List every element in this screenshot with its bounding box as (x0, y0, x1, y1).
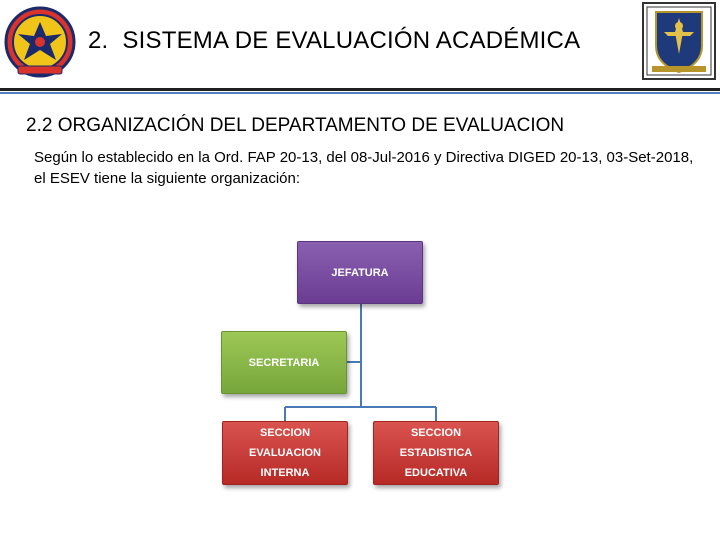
org-box-jefatura (297, 241, 423, 304)
org-box-secretaria (221, 331, 347, 394)
slide-number: 2. (88, 27, 109, 54)
org-box-seccion-estadistica (373, 421, 499, 485)
slide-title-text: SISTEMA DE EVALUACIÓN ACADÉMICA (122, 27, 581, 54)
org-label-estadistica-line3: EDUCATIVA (404, 467, 468, 479)
org-label-evaluacion-line1: SECCION (259, 427, 311, 439)
org-box-seccion-evaluacion (222, 421, 348, 485)
intro-paragraph: Según lo establecido en la Ord. FAP 20-13, del 08-Jul-2016 y Directiva DIGED 20-13, 03-Set-2018, el ESEV tiene la siguiente organización: (34, 149, 694, 187)
section-heading: 2.2 ORGANIZACIÓN DEL DEPARTAMENTO DE EVALUACION (26, 115, 565, 136)
org-label-estadistica-line1: SECCION (410, 427, 462, 439)
org-label-estadistica-line2: ESTADISTICA (399, 447, 473, 459)
org-label-jefatura: JEFATURA (331, 266, 389, 279)
org-label-evaluacion-line2: EVALUACION (249, 447, 321, 459)
org-label-secretaria: SECRETARIA (248, 356, 320, 369)
org-label-evaluacion-line3: INTERNA (260, 467, 310, 479)
